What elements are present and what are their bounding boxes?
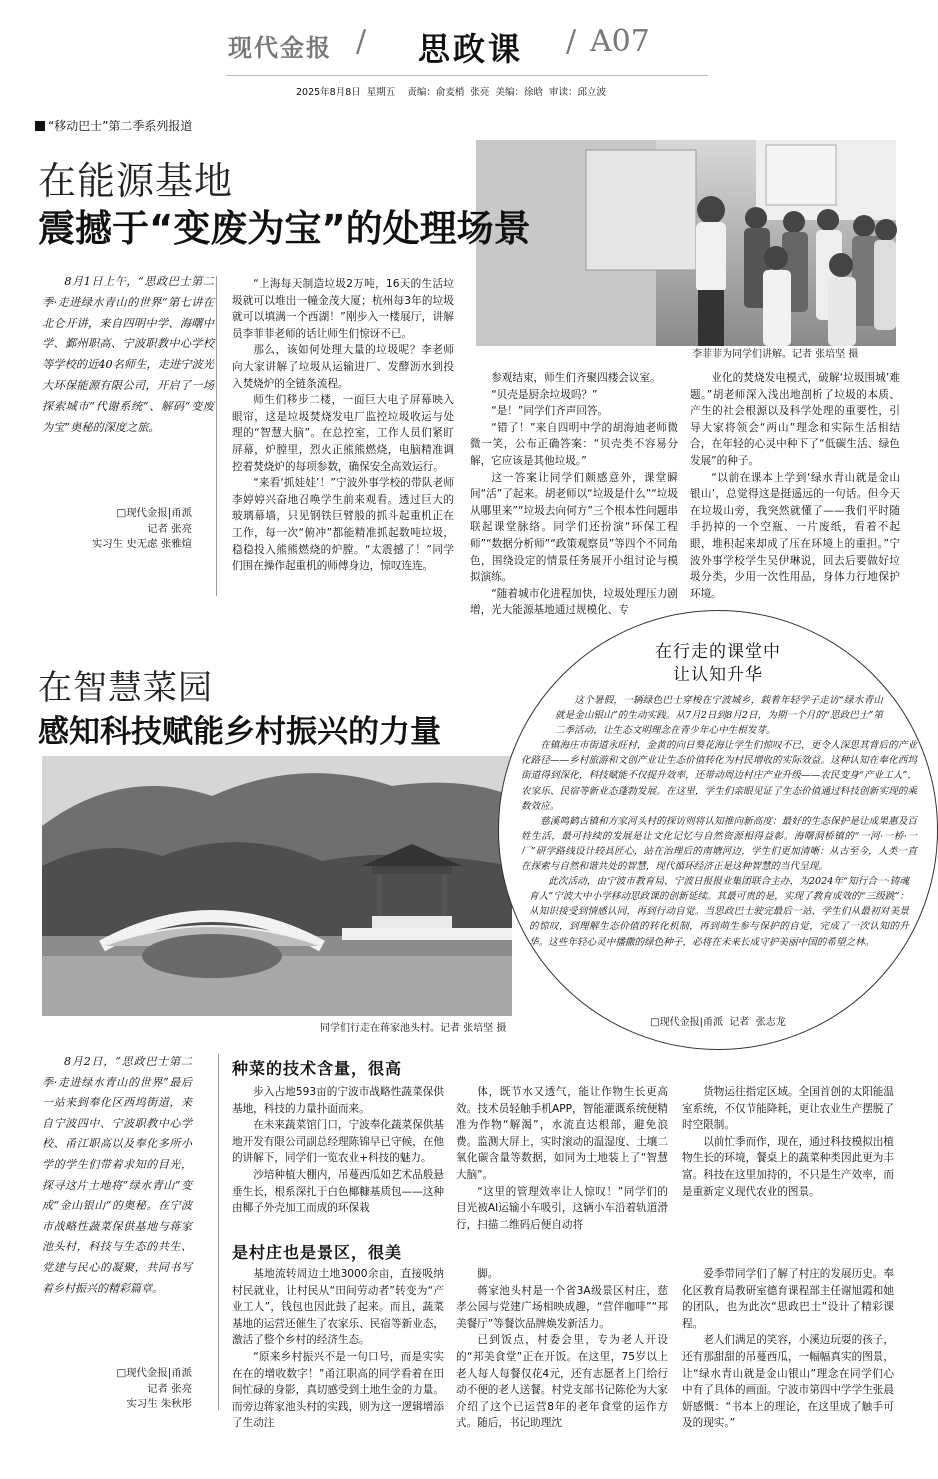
paragraph: “原来乡村振兴不是一句口号，而是实实在在的增收数字！”甬江职高的同学看着在田间忙碌的身影，真切感受到土地生金的力量。而旁边蒋家池头村的实践，则为这一逻辑增添了生动注 [232,1350,444,1430]
paragraph: 以前忙季而作，现在，通过科技模拟出植物生长的环境，餐桌上的蔬菜种类因此更为丰富。科技在这里加持的，不只是生产效率，而是重新定义现代农业的图景。 [682,1135,894,1198]
sidebar-paragraph: 慈溪鸣鹤古镇和方家河头村的探访则将认知推向新高度：最好的生态保护是让成果惠及百姓生活，最可持续的发展是让文化记忆与自然资源相得益彰。海曙洞桥镇的“一河·一桥·一厂”研学路线设计较具匠心，站在治理后的南塘河边，学生们更加清晰：从古至今，人类一直在探索与自然和谐共处的智慧，现代循环经济正是这种智慧的当代呈现。 [521,815,917,873]
article1-lead-text: 8月1日上午，“思政巴士第二季·走进绿水青山的世界”第七讲在北仑开讲，来自四明中学、海曙中学、鄞州职高、宁波职教中心学校等学校的近40名师生，走进宁波光大环保能源有限公司，开启了一场探索城市“代谢系统”、解码“变废为宝”奥秘的深度之旅。 [42,275,214,434]
article2-s2-col1 [232,1266,444,1466]
article2-lead [42,1052,192,1352]
paragraph: 体，既节水又透气，能让作物生长更高效。技术员轻触手机APP，智能灌溉系统便精准为作物“解渴”，水流直达根部，避免浪费。监测大屏上，实时滚动的温湿度、土壤二氧化碳含量等数据，如同为土地装上了“智慧大脑”。 [456,1086,668,1181]
article2-byline-intern: 实习生 朱秋彤 [126,1398,192,1410]
article1-byline-outlet: □现代金报|甬派 [116,507,192,519]
square-bullet-icon [35,121,45,131]
paragraph: 参观结束，师生们齐聚四楼会议室。 [491,372,661,384]
article1-photo [476,140,896,346]
masthead-slash-2: / [566,24,577,59]
paragraph: 沙培种植大棚内，吊蔓西瓜如艺术品般悬垂生长，根系深扎于白色椰糠基质包——这种由椰子外壳加工而成的环保栽 [232,1168,444,1215]
article1-lead [42,272,214,438]
paragraph: 货物运往指定区域。全国首创的太阳能温室系统，不仅节能降耗，更让农业生产摆脱了时空限制。 [682,1086,894,1132]
article2-byline-outlet: □现代金报|甬派 [116,1367,192,1379]
sidebar-paragraph: 这个暑假，一辆绿色巴士穿梭在宁波城乡，载着年轻学子走访“绿水青山就是金山银山”的生动实践。从7月2日到8月2日，为期一个月的“思政巴士”第二季活动，让生态文明理念在青少年心中生根发芽。 [555,695,883,737]
paragraph: “是！”同学们齐声回答。 [491,405,609,418]
paragraph: 基地流转周边土地3000余亩，直接吸纳村民就业，让村民从“田间劳动者”转变为“产业工人”，钱包也因此鼓了起来。而且，蔬菜基地的运营还催生了农家乐、民宿等新业态，激活了整个乡村的经济生态。 [232,1268,444,1347]
article2-photo-caption: 同学们行走在蒋家池头村。记者 张培坚 摄 [320,1023,507,1034]
sidebar-title-1: 在行走的课堂中 [655,642,781,662]
paragraph: 已到饭点，村委会里，专为老人开设的“邦美食堂”正在开饭。在这里，75岁以上老人每人每餐仅花4元，还有志愿者上门给行动不便的老人送餐。村党支部书记陈伦为大家介绍了这个已运营8年的老年食堂的运作方式。随后，书记助理沈 [456,1334,668,1430]
article2-photo [42,756,512,1016]
article1-col2 [232,276,454,606]
article1-col4 [690,370,900,606]
article2-s1-col3 [682,1084,894,1234]
paragraph: “这里的管理效率让人惊叹！”同学们的目光被AI运输小车吸引，这辆小车沿着轨道滑行，扫描二维码后便自动将 [456,1185,668,1231]
article2-s1-col1 [232,1084,444,1234]
article1-col3 [470,370,678,617]
series-label-text: “移动巴士”第二季系列报道 [48,119,193,133]
paragraph: “以前在课本上学到‘绿水青山就是金山银山’，总觉得这是挺遥远的一句话。但今天在垃圾山旁，我突然就懂了——我们平时随手扔掉的一个空瓶、一片废纸，看着不起眼，堆积起来却成了压在环境上的重担。”宁波外事学校学生吴伊琳说，回去后要做好垃圾分类，少用一次性用品，身体力行地保护环境。 [690,471,900,600]
series-label [35,117,192,134]
article1-byline-interns: 实习生 史无虑 张雅煊 [91,538,192,550]
paragraph: 脚。 [477,1268,499,1280]
article2-s1-col2 [456,1084,668,1234]
masthead [0,0,934,98]
article2-lead-text: 8月2日，“思政巴士第二季·走进绿水青山的世界”最后一站来到奉化区西坞街道，来自宁波四中、宁波职教中心学校、甬江职高以及奉化多所小学的学生们带着求知的目光，探寻这片土地将“绿水青山”变成“金山银山”的奥秘。在宁波市战略性蔬菜保供基地与蒋家池头村，科技与生态的共生、党建与民心的凝聚，共同书写着乡村振兴的精彩篇章。 [42,1055,192,1295]
article2-byline-reporter: 记者 张亮 [147,1382,192,1395]
page-number: A07 [590,24,650,59]
paper-name: 现代金报 [228,34,332,62]
sidebar-circle [498,610,938,1050]
sidebar-title-2: 让认知升华 [673,665,763,685]
sidebar-paragraph: 此次活动，由宁波市教育局、宁波日报报业集团联合主办，为2024年“知行合一·铸魂育人”宁波大中小学移动思政课的创新延续。其最可贵的是，实现了教育成效的“三级跳”：从知识接受到情感认同，再到行动自觉。当思政巴士驶完最后一站，学生们从最初对美景的惊叹，到理解生态价值的转化机制，再到萌生参与保护的自觉，完成了一次认知的升华。这些年轻心灵中播撒的绿色种子，必将在未来长成守护美丽中国的希望之林。 [529,876,909,948]
paragraph: “随着城市化进程加快，垃圾处理压力剧增，光大能源基地通过规模化、专 [470,587,678,617]
paragraph: 业化的焚烧发电模式，破解‘垃圾围城’难题。”胡老师深入浅出地剖析了垃圾的本质、产生的社会根源以及科学处理的重要性，引导大家将领会“两山”理念和实际生活相结合，在年轻的心灵中种下了“低碳生活、绿色发展”的种子。 [690,372,900,467]
masthead-rule [226,75,708,76]
paragraph: 蒋家池头村是一个省3A级景区村庄，慈孝公园与党建广场相映成趣，“营伴咖啡”“邦美餐厅”等餐饮品牌焕发新活力。 [456,1284,668,1330]
exhibition-hall-image [476,140,896,346]
paragraph: 在未来蔬菜馆门口，宁波奉化蔬菜保供基地开发有限公司副总经理陈锦早已守候，在他的讲解下，同学们一览农业+科技的魅力。 [232,1119,444,1165]
paragraph: 那么，该如何处理大量的垃圾呢？李老师向大家讲解了垃圾从运输进厂、发酵沥水到投入焚烧炉的全链条流程。 [232,344,454,390]
paragraph: “上海每天制造垃圾2万吨，16天的生活垃圾就可以堆出一幢金茂大厦；杭州每3年的垃圾就可以填满一个西湖！”刚步入一楼展厅，讲解员李菲菲老师的话让师生们惊讶不已。 [232,278,454,340]
article1-headline: 震撼于“变废为宝”的处理场景 [38,207,531,250]
section-title: 思政课 [418,30,524,68]
article2-s2-col3 [682,1266,894,1466]
article2-headline: 感知科技赋能乡村振兴的力量 [38,714,441,750]
paragraph: 这一答案让同学们颇感意外，课堂瞬间“活”了起来。胡老师以“垃圾是什么”“垃圾从哪里来”“垃圾去向何方”三个根本性问题串联起课堂脉络。同学们还扮演“环保工程师”“数据分析师”“政策观察员”等四个不同角色，围绕设定的情景任务展开小组讨论与模拟演练。 [470,471,678,584]
article1-photo-caption: 李菲菲为同学们讲解。记者 张培坚 摄 [692,349,859,360]
sidebar-byline: □现代金报|甬派 记者 张志龙 [650,1017,786,1028]
paragraph: “错了！”来自四明中学的胡海迪老师微微一笑，公布正确答案：“贝壳类不容易分解，它应该是其他垃圾。” [470,421,678,467]
article1-divider [216,276,217,596]
article1-byline-reporter: 记者 张亮 [147,522,192,535]
paragraph: 爱季带同学们了解了村庄的发展历史。奉化区教育局教研室德育课程部主任谢旭霞和她的团队，也为此次“思政巴士”设计了精彩课程。 [682,1268,894,1330]
paragraph: 老人们满足的笑容，小溪边玩耍的孩子，还有那甜甜的吊蔓西瓜，一幅幅真实的图景，让“绿水青山就是金山银山”理念在同学们心中有了具体的画面。宁波市第四中学学生张晨妍感慨：“书本上的理论，在这里成了触手可及的现实。” [682,1334,894,1430]
paragraph: 步入占地593亩的宁波市战略性蔬菜保供基地，科技的力量扑面而来。 [232,1086,444,1115]
date-line: 2025年8月8日 星期五 责编：俞麦梢 张亮 美编：徐晗 审读：邱立波 [296,87,607,98]
article2-kicker: 在智慧菜园 [38,668,213,708]
article1-byline [42,506,192,553]
sidebar-paragraph: 在镇海庄市街道永旺村，金黄的向日葵花海让学生们惊叹不已，更令人深思其背后的产业化路径——乡村旅游和文创产业让生态价值转化为村民增收的实际效益。这种认知在奉化西坞街道得到深化，科技赋能不仅提升效率，还带动周边村庄产业升级——农民变身“产业工人”，农家乐、民宿等新业态蓬勃发展。在这里，学生们亲眼见证了生态价值通过科技创新实现的乘数效应。 [521,740,917,812]
article2-subhead-2: 是村庄也是景区，很美 [232,1243,403,1262]
masthead-slash-1: / [356,24,367,59]
article2-byline [42,1366,192,1413]
paragraph: “贝壳是厨余垃圾吗？” [491,388,598,401]
paragraph: “来看‘抓娃娃’！”宁波外事学校的带队老师李婷婷兴奋地召唤学生前来观看。透过巨大的玻璃幕墙，只见钢铁巨臂般的抓斗起重机正在工作，每一次“俯冲”都能精准抓起数吨垃圾，稳稳投入熊熊燃烧的炉膛。“太震撼了！”同学们围在操作起重机的师傅身边，惊叹连连。 [232,477,454,573]
sidebar-body [519,693,919,950]
article1-kicker: 在能源基地 [38,159,234,203]
article2-divider [218,1054,219,1410]
article2-s2-col2 [456,1266,668,1466]
article2-subhead-1: 种菜的技术含量，很高 [232,1059,403,1078]
paragraph: 师生们移步二楼，一面巨大电子屏幕映入眼帘，这是垃圾焚烧发电厂监控垃圾收运与处理的“智慧大脑”。在总控室，工作人员们紧盯屏幕，炉膛里，烈火正熊熊燃烧，电脑精准调控着焚烧炉的每项参数，确保安全高效运行。 [232,394,454,473]
pavilion-bridge-image [42,756,512,1016]
